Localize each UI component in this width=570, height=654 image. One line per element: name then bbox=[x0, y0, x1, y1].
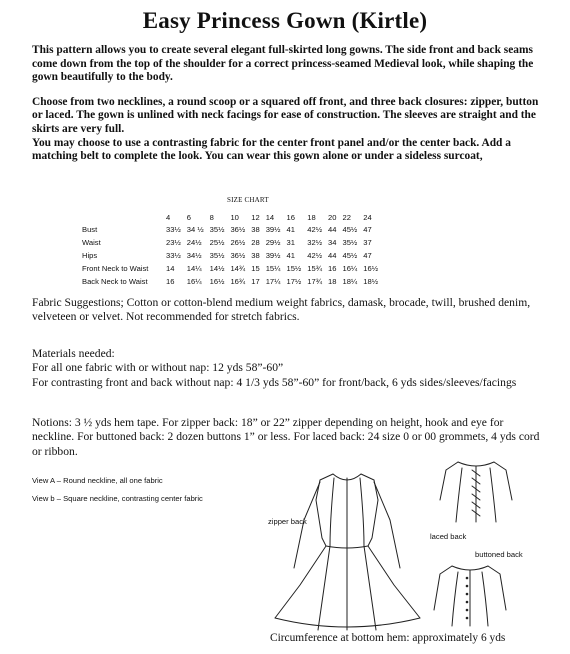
row-label: Back Neck to Waist bbox=[82, 277, 148, 286]
table-cell: 15¾ bbox=[307, 264, 323, 273]
buttoned-back-label: buttoned back bbox=[475, 550, 523, 559]
gown-buttoned-back-drawing bbox=[434, 566, 506, 626]
table-cell: 16¾ bbox=[230, 277, 246, 286]
gown-laced-back-drawing bbox=[440, 462, 512, 522]
table-cell: 16½ bbox=[209, 277, 225, 286]
materials-line-1: For all one fabric with or without nap: 12 yds 58”-60” bbox=[32, 361, 284, 375]
table-cell: 33½ bbox=[166, 251, 181, 260]
table-cell: 44 bbox=[328, 225, 337, 234]
table-cell: 33½ bbox=[166, 225, 181, 234]
table-cell: 45½ bbox=[342, 225, 358, 234]
laced-back-label: laced back bbox=[430, 532, 467, 541]
table-cell: 39½ bbox=[265, 251, 281, 260]
row-label: Waist bbox=[82, 238, 101, 247]
table-cell: 32½ bbox=[307, 238, 323, 247]
table-cell: 18¼ bbox=[342, 277, 358, 286]
table-cell: 17 bbox=[251, 277, 260, 286]
table-cell: 29½ bbox=[265, 238, 281, 247]
size-chart-caption: SIZE CHART bbox=[227, 196, 269, 204]
table-cell: 38 bbox=[251, 225, 260, 234]
table-cell: 24½ bbox=[186, 238, 202, 247]
size-header: 12 bbox=[251, 212, 260, 222]
intro-paragraph-2: Choose from two necklines, a round scoop or a squared off front, and three back closures: zipper, button or laced. The gown is unlined with neck facings for ease of construction. The sleeves are straight and the skirts are very full. bbox=[32, 95, 539, 135]
fabric-suggestions: Fabric Suggestions; Cotton or cotton-blend medium weight fabrics, damask, brocade, twill, brushed denim, velveteen or velvet. Not recommended for stretch fabrics. bbox=[32, 296, 531, 324]
size-header: 4 bbox=[166, 212, 171, 222]
table-cell: 35½ bbox=[342, 238, 358, 247]
size-header: 18 bbox=[307, 212, 316, 222]
table-cell: 26½ bbox=[230, 238, 246, 247]
row-label: Bust bbox=[82, 225, 98, 234]
table-cell: 17½ bbox=[286, 277, 302, 286]
size-header: 14 bbox=[265, 212, 275, 222]
size-header: 8 bbox=[209, 212, 214, 222]
row-label: Front Neck to Waist bbox=[82, 264, 149, 273]
table-cell: 17¼ bbox=[265, 277, 281, 286]
table-cell: 34 ½ bbox=[186, 225, 204, 234]
table-cell: 16¼ bbox=[186, 277, 202, 286]
table-cell: 16 bbox=[166, 277, 175, 286]
size-header: 10 bbox=[230, 212, 239, 222]
table-cell: 42½ bbox=[307, 225, 323, 234]
table-cell: 38 bbox=[251, 251, 260, 260]
table-cell: 31 bbox=[286, 238, 295, 247]
table-cell: 18 bbox=[328, 277, 337, 286]
table-cell: 34½ bbox=[186, 251, 202, 260]
table-cell: 14¾ bbox=[230, 264, 246, 273]
size-header: 20 bbox=[328, 212, 337, 222]
table-cell: 41 bbox=[286, 225, 295, 234]
materials-heading: Materials needed: bbox=[32, 347, 115, 360]
size-header: 16 bbox=[286, 212, 295, 222]
table-cell: 14 bbox=[166, 264, 175, 273]
table-cell: 42½ bbox=[307, 251, 323, 260]
table-cell: 14½ bbox=[209, 264, 225, 273]
table-cell: 36½ bbox=[230, 225, 246, 234]
table-cell: 18½ bbox=[363, 277, 379, 286]
zipper-back-label: zipper back bbox=[268, 517, 307, 526]
view-a-label: View A – Round neckline, all one fabric bbox=[32, 476, 163, 485]
table-cell: 41 bbox=[286, 251, 295, 260]
table-cell: 25½ bbox=[209, 238, 225, 247]
table-cell: 16 bbox=[328, 264, 337, 273]
table-cell: 16½ bbox=[363, 264, 379, 273]
table-cell: 34 bbox=[328, 238, 337, 247]
materials-line-2: For contrasting front and back without nap: 4 1/3 yds 58”-60” for front/back, 6 yds sides/sleeves/facings bbox=[32, 375, 517, 389]
table-cell: 17¾ bbox=[307, 277, 323, 286]
table-cell: 35½ bbox=[209, 251, 225, 260]
notions-text: Notions: 3 ½ yds hem tape. For zipper back: 18” or 22” zipper depending on height, hook and eye for neckline. For buttoned back: 2 dozen buttons 1” or less. For laced back: 24 size 0 or 00 grommets, 4 yds cord or ribbon. bbox=[32, 416, 540, 458]
table-cell: 39½ bbox=[265, 225, 281, 234]
row-label: Hips bbox=[82, 251, 98, 260]
table-cell: 47 bbox=[363, 251, 372, 260]
table-cell: 15 bbox=[251, 264, 260, 273]
intro-paragraph-1: This pattern allows you to create several elegant full-skirted long gowns. The side front and back seams come down from the top of the shoulder for a correct princess-seamed Medieval look, while shaping the gown beautifully to the body. bbox=[32, 44, 534, 84]
table-cell: 37 bbox=[363, 238, 372, 247]
table-cell: 47 bbox=[363, 225, 372, 234]
size-header: 24 bbox=[363, 212, 372, 222]
intro-paragraph-3: You may choose to use a contrasting fabric for the center front panel and/or the center back. Add a matching belt to complete the look. You can wear this gown alone or under a sideless surcoat, bbox=[32, 136, 511, 163]
gown-zipper-back-drawing bbox=[275, 474, 420, 630]
size-header: 22 bbox=[342, 212, 351, 222]
table-cell: 15¼ bbox=[265, 264, 281, 273]
page-title: Easy Princess Gown (Kirtle) bbox=[142, 8, 428, 33]
view-b-label: View b – Square neckline, contrasting center fabric bbox=[32, 494, 203, 503]
table-cell: 45½ bbox=[342, 251, 358, 260]
table-cell: 36½ bbox=[230, 251, 246, 260]
table-cell: 15½ bbox=[286, 264, 302, 273]
table-cell: 23½ bbox=[166, 238, 181, 247]
table-cell: 16¼ bbox=[342, 264, 358, 273]
table-cell: 14¼ bbox=[186, 264, 202, 273]
table-cell: 44 bbox=[328, 251, 337, 260]
circumference-note: Circumference at bottom hem: approximately 6 yds bbox=[270, 632, 506, 644]
size-header: 6 bbox=[186, 212, 192, 222]
table-cell: 28 bbox=[251, 238, 260, 247]
table-cell: 35½ bbox=[209, 225, 225, 234]
